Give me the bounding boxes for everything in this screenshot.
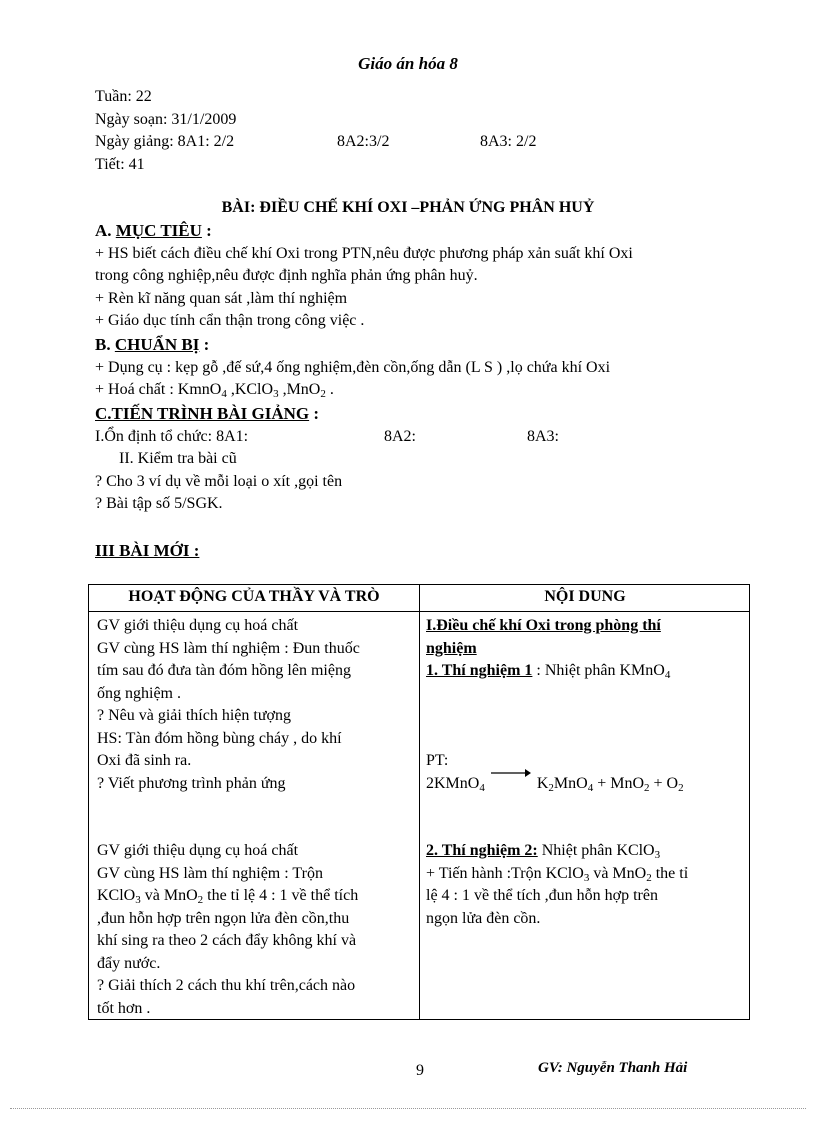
lesson-title: BÀI: ĐIỀU CHẾ KHÍ OXI –PHẢN ỨNG PHÂN HUỶ bbox=[221, 199, 595, 216]
content-heading: I.Điều chế khí Oxi trong phòng thí bbox=[426, 617, 661, 634]
section-c bbox=[95, 403, 755, 516]
meta-prep-date: Ngày soạn: 31/1/2009 bbox=[95, 110, 237, 128]
section-a-heading: A. MỤC TIÊU : bbox=[95, 221, 212, 240]
section-b-heading: B. CHUẨN BỊ : bbox=[95, 335, 210, 354]
table-line: tím sau đó đưa tàn đóm hồng lên miệng bbox=[97, 662, 351, 679]
section-a-line: + Rèn kĩ năng quan sát ,làm thí nghiệm bbox=[95, 289, 348, 307]
table-col-activities bbox=[97, 615, 413, 1020]
section-c-line: ? Cho 3 ví dụ về mỗi loại o xít ,gọi tên bbox=[95, 472, 343, 490]
table-line: tốt hơn . bbox=[97, 999, 151, 1017]
table-header-content: NỘI DUNG bbox=[544, 588, 626, 605]
meta-teach-dates bbox=[95, 131, 537, 154]
footer-author: GV: Nguyễn Thanh Hải bbox=[538, 1060, 688, 1076]
table-line: GV cùng HS làm thí nghiệm : Trộn bbox=[97, 864, 323, 882]
page-number: 9 bbox=[416, 1062, 424, 1079]
table-header-activities: HOẠT ĐỘNG CỦA THẦY VÀ TRÒ bbox=[128, 588, 380, 605]
meta-teach-8a2: 8A2:3/2 bbox=[337, 133, 390, 150]
section-b bbox=[95, 334, 755, 402]
section-c-heading: C.TIẾN TRÌNH BÀI GIẢNG : bbox=[95, 404, 320, 423]
table-line: đẩy nước. bbox=[97, 954, 161, 972]
header-title: Giáo án hóa 8 bbox=[358, 54, 458, 73]
table-line: ? Viết phương trình phản ứng bbox=[97, 774, 286, 792]
content-line: + Tiến hành :Trộn KClO$_3$ và MnO$_2$ the tỉ bbox=[426, 864, 689, 884]
table-line: ? Nêu và giải thích hiện tượng bbox=[97, 707, 291, 724]
section-b-line: + Hoá chất : KmnO$_4$ ,KClO$_3$ ,MnO$_2$ . bbox=[95, 381, 334, 400]
table-line: GV giới thiệu dụng cụ hoá chất bbox=[97, 617, 299, 634]
page-edge-divider bbox=[10, 1108, 806, 1109]
reaction-equation: 2KMnO$_4$ $K_2MnO_4 + MnO_2 + O_2$ bbox=[426, 773, 746, 796]
meta-period: Tiết: 41 bbox=[95, 155, 145, 173]
meta-teach-8a3: 8A3: 2/2 bbox=[480, 133, 537, 150]
meta-teach-8a1: Ngày giảng: 8A1: 2/2 bbox=[95, 133, 235, 150]
section-b-line: + Dụng cụ : kẹp gỗ ,đế sứ,4 ống nghiệm,đèn cồn,ống dẫn (L S ) ,lọ chứa khí Oxi bbox=[95, 358, 611, 376]
experiment-2: 2. Thí nghiệm 2: Nhiệt phân KClO$_3$ bbox=[426, 842, 661, 861]
table-line: HS: Tàn đóm hồng bùng cháy , do khí bbox=[97, 729, 342, 747]
section-iii-heading: III BÀI MỚI : bbox=[95, 541, 200, 560]
content-line: ngọn lửa đèn cồn. bbox=[426, 909, 541, 927]
table-divider bbox=[419, 585, 420, 1019]
content-line: lệ 4 : 1 về thể tích ,đun hỗn hợp trên bbox=[426, 887, 658, 904]
table-line: Oxi đã sinh ra. bbox=[97, 752, 192, 769]
section-c-line: II. Kiểm tra bài cũ bbox=[119, 450, 237, 467]
table-line: khí sing ra theo 2 cách đẩy không khí và bbox=[97, 932, 357, 949]
table-col-content bbox=[426, 615, 746, 930]
table-header-divider bbox=[89, 611, 749, 612]
table-line: ,đun hỗn hợp trên ngọn lửa đèn cồn,thu bbox=[97, 909, 350, 927]
lesson-table bbox=[88, 584, 750, 1020]
equation-label: PT: bbox=[426, 752, 449, 769]
content-heading: nghiệm bbox=[426, 639, 477, 657]
reaction-arrow-icon bbox=[491, 767, 531, 779]
table-line: KClO$_3$ và MnO$_2$ the tỉ lệ 4 : 1 về thể tích bbox=[97, 887, 359, 906]
lesson-meta bbox=[95, 86, 537, 176]
table-line: ? Giải thích 2 cách thu khí trên,cách nào bbox=[97, 977, 356, 994]
section-a-line: + HS biết cách điều chế khí Oxi trong PTN,nêu được phương pháp xản suất khí Oxi bbox=[95, 244, 633, 262]
meta-week: Tuần: 22 bbox=[95, 88, 152, 105]
section-a bbox=[95, 220, 755, 333]
table-line: GV cùng HS làm thí nghiệm : Đun thuốc bbox=[97, 639, 360, 657]
section-a-line: + Giáo dục tính cẩn thận trong công việc . bbox=[95, 312, 365, 329]
experiment-1: 1. Thí nghiệm 1 : Nhiệt phân KMnO$_4$ bbox=[426, 662, 671, 681]
table-line: ống nghiệm . bbox=[97, 684, 181, 702]
table-line: GV giới thiệu dụng cụ hoá chất bbox=[97, 842, 299, 859]
section-a-line: trong công nghiệp,nêu được định nghĩa phản ứng phân huỷ. bbox=[95, 267, 478, 284]
section-c-line: ? Bài tập số 5/SGK. bbox=[95, 495, 223, 512]
section-c-line: I.Ổn định tổ chức: 8A1: 8A2: 8A3: bbox=[95, 427, 559, 445]
